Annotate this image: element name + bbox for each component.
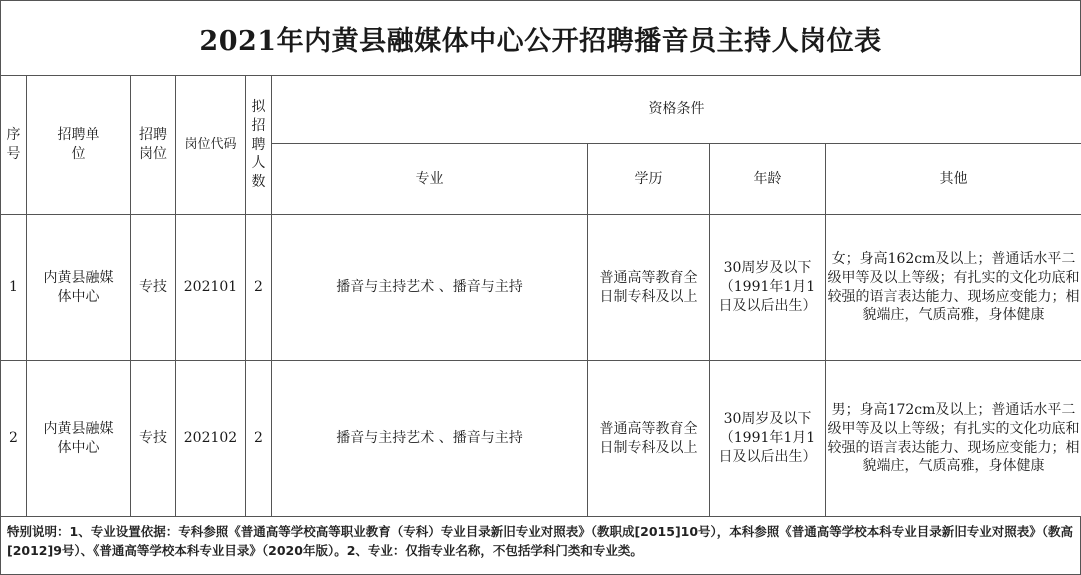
cell-seq: 2 — [1, 361, 27, 517]
cell-code: 202102 — [176, 361, 246, 517]
header-seq: 序号 — [1, 76, 27, 215]
header-qualification: 资格条件 — [272, 76, 1081, 144]
cell-code: 202101 — [176, 215, 246, 361]
special-note: 特别说明：1、专业设置依据：专科参照《普通高等学校高等职业教育（专科）专业目录新旧专业对照表》（教职成[2015]10号），本科参照《普通高等学校本科专业目录新旧专业对照表》（教高[2012]9号）、《普通高等学校本科专业目录》（2020年版）。2、专业：仅指专业名称，不包括学科门类和专业类。 — [0, 516, 1081, 575]
recruitment-table — [0, 75, 1081, 517]
header-major: 专业 — [272, 144, 588, 215]
cell-education: 普通高等教育全日制专科及以上 — [588, 215, 710, 361]
header-unit: 招聘单位 — [27, 76, 131, 215]
cell-unit: 内黄县融媒体中心 — [27, 215, 131, 361]
cell-other: 女；身高162cm及以上；普通话水平二级甲等及以上等级；有扎实的文化功底和较强的语言表达能力、现场应变能力；相貌端庄，气质高雅，身体健康 — [826, 215, 1081, 361]
table-row — [1, 361, 1081, 517]
header-count: 拟招聘人数 — [246, 76, 272, 215]
header-code: 岗位代码 — [176, 76, 246, 215]
cell-major: 播音与主持艺术 、播音与主持 — [272, 361, 588, 517]
cell-position: 专技 — [131, 215, 176, 361]
header-position: 招聘岗位 — [131, 76, 176, 215]
cell-unit: 内黄县融媒体中心 — [27, 361, 131, 517]
cell-count: 2 — [246, 361, 272, 517]
header-age: 年龄 — [710, 144, 826, 215]
cell-count: 2 — [246, 215, 272, 361]
cell-other: 男；身高172cm及以上；普通话水平二级甲等及以上等级；有扎实的文化功底和较强的语言表达能力、现场应变能力；相貌端庄，气质高雅，身体健康 — [826, 361, 1081, 517]
cell-education: 普通高等教育全日制专科及以上 — [588, 361, 710, 517]
page-title: 2021年内黄县融媒体中心公开招聘播音员主持人岗位表 — [0, 0, 1081, 76]
table-row — [1, 215, 1081, 361]
cell-position: 专技 — [131, 361, 176, 517]
header-other: 其他 — [826, 144, 1081, 215]
cell-age: 30周岁及以下（1991年1月1日及以后出生） — [710, 361, 826, 517]
cell-age: 30周岁及以下（1991年1月1日及以后出生） — [710, 215, 826, 361]
header-education: 学历 — [588, 144, 710, 215]
cell-major: 播音与主持艺术 、播音与主持 — [272, 215, 588, 361]
cell-seq: 1 — [1, 215, 27, 361]
